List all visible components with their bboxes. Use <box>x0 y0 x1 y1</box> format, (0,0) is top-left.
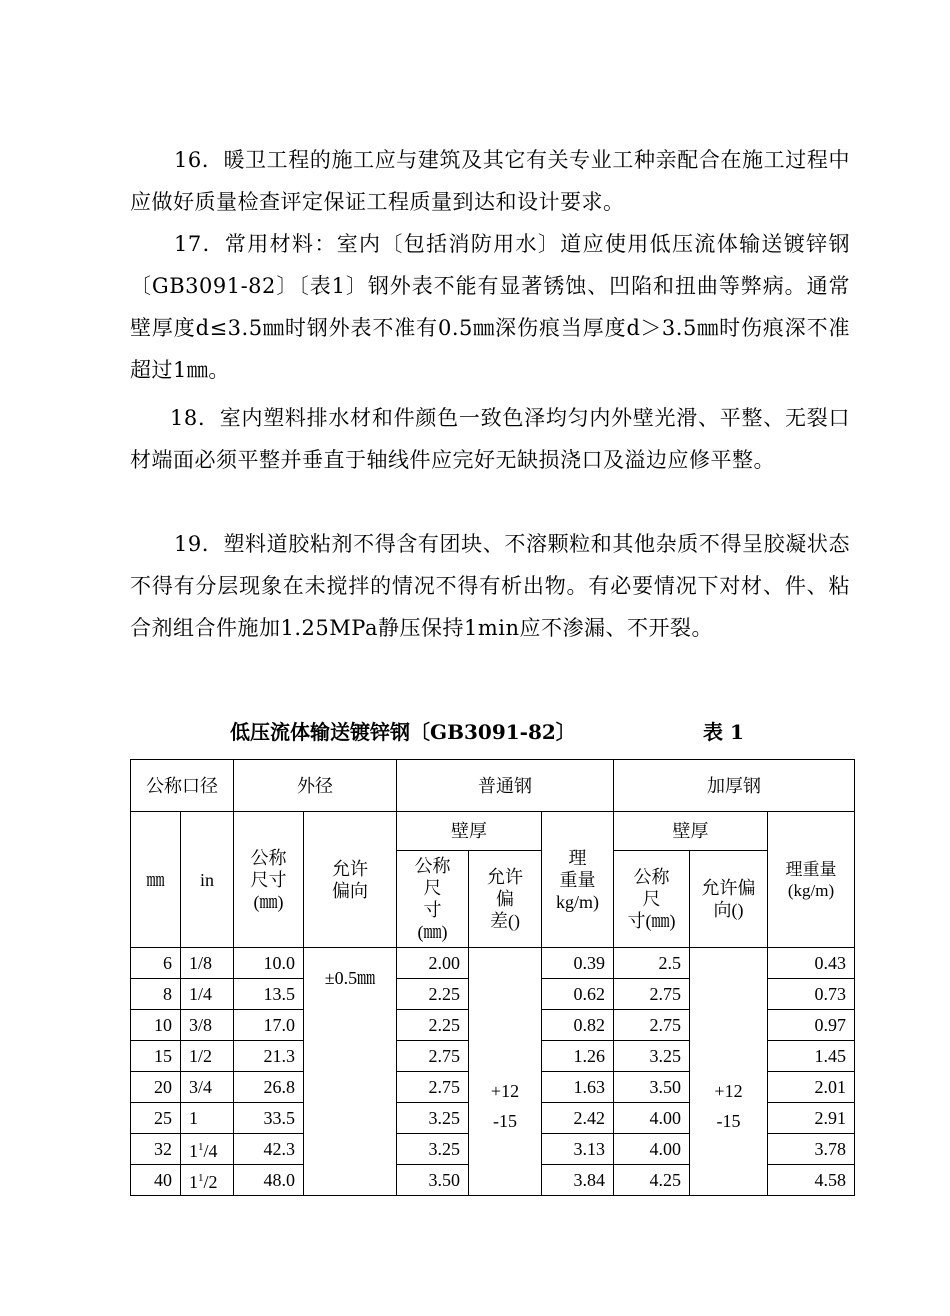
cell-ordinary-wall: 2.75 <box>397 1072 469 1103</box>
cell-ordinary-wall: 2.00 <box>397 948 469 979</box>
header-nominal-diameter: 公称口径 <box>131 760 234 812</box>
header-ordinary-steel: 普通钢 <box>397 760 614 812</box>
cell-thick-weight: 0.43 <box>768 948 855 979</box>
header-thick-allowed-deviation: 允许偏 向() <box>690 851 768 948</box>
cell-in: $1^1/4$ <box>181 1134 234 1165</box>
cell-thick-weight: 4.58 <box>768 1165 855 1196</box>
paragraph-17: 17．常用材料：室内〔包括消防用水〕道应使用低压流体输送镀锌钢〔GB3091-82〕〔表1〕钢外表不能有显著锈蚀、凹陷和扭曲等弊病。通常壁厚度d≤3.5㎜时钢外表不准有0.5㎜深伤痕当厚度d＞3.5㎜时伤痕深不准超过1㎜。 <box>130 232 850 382</box>
header-in: in <box>181 812 234 948</box>
cell-thick-weight: 2.91 <box>768 1103 855 1134</box>
header-nominal-size: 公称 尺寸 (㎜) <box>234 812 304 948</box>
cell-mm: 32 <box>131 1134 181 1165</box>
cell-mm: 20 <box>131 1072 181 1103</box>
header-ordinary-weight: 理 重量 kg/m) <box>542 812 614 948</box>
table-caption <box>0 716 950 748</box>
paragraph-16: 16．暖卫工程的施工应与建筑及其它有关专业工种亲配合在施工过程中应做好质量检查评定保证工程质量到达和设计要求。 <box>130 148 850 214</box>
cell-od: 17.0 <box>234 1010 304 1041</box>
cell-mm: 6 <box>131 948 181 979</box>
cell-ordinary-wall: 2.25 <box>397 979 469 1010</box>
cell-in: 3/8 <box>181 1010 234 1041</box>
cell-od: 21.3 <box>234 1041 304 1072</box>
cell-in: 1/4 <box>181 979 234 1010</box>
cell-ordinary-wall: 2.25 <box>397 1010 469 1041</box>
cell-od: 10.0 <box>234 948 304 979</box>
cell-od: 33.5 <box>234 1103 304 1134</box>
cell-thick-wall: 2.75 <box>614 979 690 1010</box>
header-row-2 <box>131 812 855 851</box>
header-thick-nominal-size: 公称 尺 寸(㎜) <box>614 851 690 948</box>
cell-ordinary-weight: 3.13 <box>542 1134 614 1165</box>
cell-outer-tolerance: ±0.5㎜ <box>304 948 397 1196</box>
header-ordinary-wall-thickness: 壁厚 <box>397 812 542 851</box>
cell-mm: 15 <box>131 1041 181 1072</box>
header-outer-diameter: 外径 <box>234 760 397 812</box>
cell-mm: 10 <box>131 1010 181 1041</box>
cell-mm: 8 <box>131 979 181 1010</box>
cell-ordinary-wall: 2.75 <box>397 1041 469 1072</box>
cell-ordinary-weight: 0.82 <box>542 1010 614 1041</box>
table-title: 低压流体输送镀锌钢〔GB3091-82〕 <box>230 720 576 744</box>
cell-thick-wall: 4.25 <box>614 1165 690 1196</box>
cell-thick-wall: 3.50 <box>614 1072 690 1103</box>
cell-in: 1 <box>181 1103 234 1134</box>
cell-thick-wall: 2.75 <box>614 1010 690 1041</box>
cell-mm: 25 <box>131 1103 181 1134</box>
cell-in: $1^1/2$ <box>181 1165 234 1196</box>
cell-ordinary-wall: 3.25 <box>397 1134 469 1165</box>
paragraph-18: 18．室内塑料排水材和件颜色一致色泽均匀内外壁光滑、平整、无裂口材端面必须平整并垂直于轴线件应完好无缺损浇口及溢边应修平整。 <box>130 406 850 472</box>
cell-ordinary-weight: 0.39 <box>542 948 614 979</box>
cell-in: 3/4 <box>181 1072 234 1103</box>
header-thick-weight: 理重量 (kg/m) <box>768 812 855 948</box>
header-mm: ㎜ <box>131 812 181 948</box>
cell-thick-weight: 3.78 <box>768 1134 855 1165</box>
cell-thick-wall: 3.25 <box>614 1041 690 1072</box>
header-thick-wall-thickness: 壁厚 <box>614 812 768 851</box>
cell-od: 13.5 <box>234 979 304 1010</box>
cell-ordinary-wall-tolerance: +12 -15 <box>469 948 542 1196</box>
cell-ordinary-weight: 0.62 <box>542 979 614 1010</box>
cell-thick-wall: 4.00 <box>614 1134 690 1165</box>
cell-thick-weight: 0.73 <box>768 979 855 1010</box>
galvanized-pipe-table <box>130 759 855 1196</box>
header-row-1 <box>131 760 855 812</box>
cell-od: 42.3 <box>234 1134 304 1165</box>
cell-ordinary-weight: 1.63 <box>542 1072 614 1103</box>
table-row <box>131 948 855 979</box>
cell-thick-wall-tolerance: +12 -15 <box>690 948 768 1196</box>
cell-thick-weight: 0.97 <box>768 1010 855 1041</box>
cell-od: 48.0 <box>234 1165 304 1196</box>
paragraph-19: 19．塑料道胶粘剂不得含有团块、不溶颗粒和其他杂质不得呈胶凝状态不得有分层现象在未搅拌的情况不得有析出物。有必要情况下对材、件、粘合剂组合件施加1.25MPa静压保持1min应不渗漏、不开裂。 <box>130 532 850 640</box>
cell-ordinary-wall: 3.25 <box>397 1103 469 1134</box>
cell-thick-wall: 2.5 <box>614 948 690 979</box>
header-allowed-deviation: 允许 偏向 <box>304 812 397 948</box>
header-ordinary-nominal-size: 公称 尺 寸 (㎜) <box>397 851 469 948</box>
cell-ordinary-wall: 3.50 <box>397 1165 469 1196</box>
cell-ordinary-weight: 2.42 <box>542 1103 614 1134</box>
cell-in: 1/2 <box>181 1041 234 1072</box>
header-ordinary-allowed-deviation: 允许 偏 差() <box>469 851 542 948</box>
cell-thick-weight: 1.45 <box>768 1041 855 1072</box>
cell-thick-wall: 4.00 <box>614 1103 690 1134</box>
cell-mm: 40 <box>131 1165 181 1196</box>
cell-od: 26.8 <box>234 1072 304 1103</box>
cell-ordinary-weight: 1.26 <box>542 1041 614 1072</box>
cell-ordinary-weight: 3.84 <box>542 1165 614 1196</box>
table-label: 表 1 <box>703 720 744 744</box>
header-thick-steel: 加厚钢 <box>614 760 855 812</box>
cell-thick-weight: 2.01 <box>768 1072 855 1103</box>
cell-in: 1/8 <box>181 948 234 979</box>
